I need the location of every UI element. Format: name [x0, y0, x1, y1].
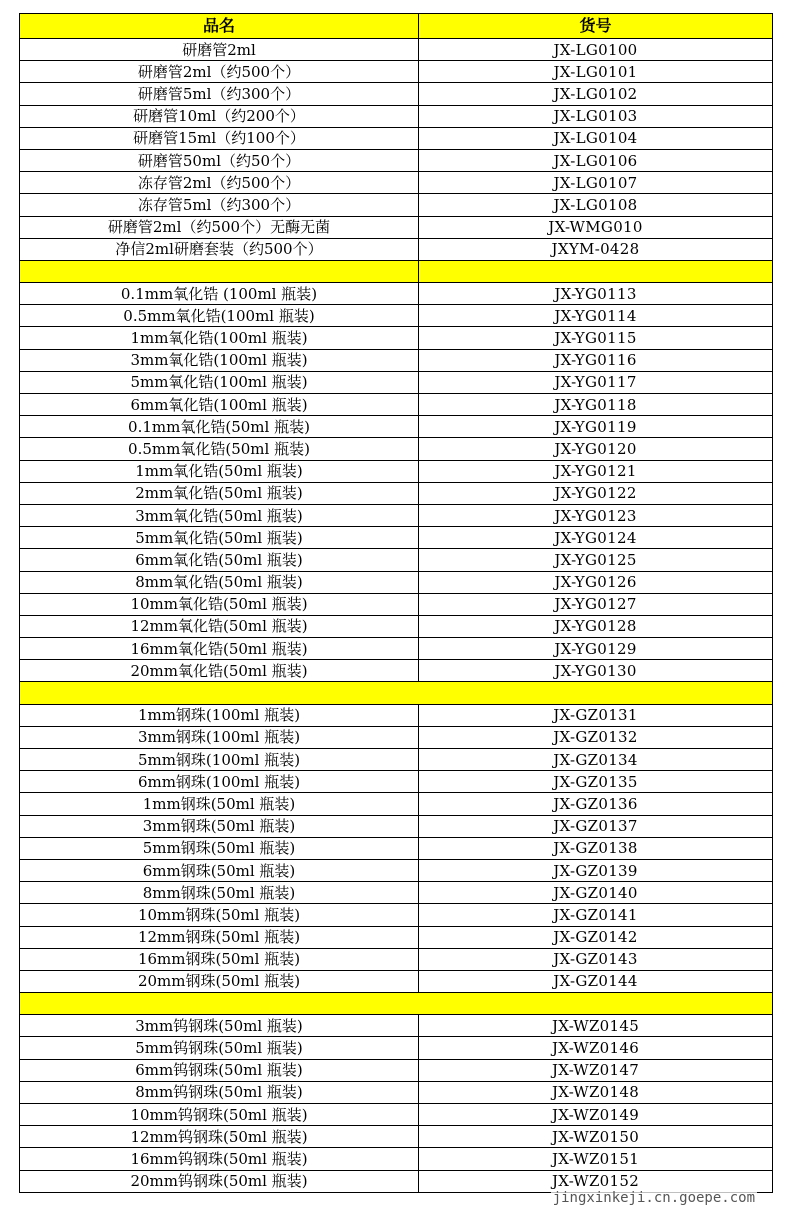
section-separator-row: [20, 260, 773, 282]
product-name-cell: 研磨管15ml（约100个）: [20, 127, 419, 149]
item-number-cell: JX-YG0117: [419, 371, 773, 393]
item-number-cell: JX-LG0108: [419, 194, 773, 216]
product-name-cell: 1mm氧化锆(100ml 瓶装): [20, 327, 419, 349]
product-name-cell: 16mm钨钢珠(50ml 瓶装): [20, 1148, 419, 1170]
product-name-cell: 冻存管5ml（约300个）: [20, 194, 419, 216]
table-row: [20, 460, 773, 482]
item-number-cell: JX-YG0115: [419, 327, 773, 349]
item-number-cell: JX-YG0113: [419, 283, 773, 305]
table-row: [20, 416, 773, 438]
table-row: [20, 238, 773, 260]
table-row: [20, 815, 773, 837]
table-row: [20, 105, 773, 127]
product-name-cell: 冻存管2ml（约500个）: [20, 172, 419, 194]
table-row: [20, 504, 773, 526]
product-name-cell: 0.5mm氧化锆(100ml 瓶装): [20, 305, 419, 327]
header-item-number: 货号: [419, 14, 773, 39]
table-row: [20, 39, 773, 61]
item-number-cell: JX-LG0103: [419, 105, 773, 127]
item-number-cell: JX-YG0121: [419, 460, 773, 482]
product-name-cell: 6mm钨钢珠(50ml 瓶装): [20, 1059, 419, 1081]
item-number-cell: JX-YG0126: [419, 571, 773, 593]
item-number-cell: JX-YG0125: [419, 549, 773, 571]
product-name-cell: 8mm氧化锆(50ml 瓶装): [20, 571, 419, 593]
item-number-cell: JX-GZ0143: [419, 948, 773, 970]
table-row: [20, 482, 773, 504]
item-number-cell: JX-GZ0139: [419, 859, 773, 881]
product-name-cell: 0.1mm氧化锆 (100ml 瓶装): [20, 283, 419, 305]
product-name-cell: 20mm钨钢珠(50ml 瓶装): [20, 1170, 419, 1192]
product-name-cell: 12mm钨钢珠(50ml 瓶装): [20, 1126, 419, 1148]
item-number-cell: JX-GZ0138: [419, 837, 773, 859]
item-number-cell: JX-YG0114: [419, 305, 773, 327]
item-number-cell: JX-LG0100: [419, 39, 773, 61]
separator-cell: [20, 682, 773, 704]
table-row: [20, 726, 773, 748]
table-row: [20, 1148, 773, 1170]
table-row: [20, 904, 773, 926]
item-number-cell: JX-GZ0132: [419, 726, 773, 748]
product-name-cell: 6mm氧化锆(100ml 瓶装): [20, 394, 419, 416]
item-number-cell: JX-WZ0146: [419, 1037, 773, 1059]
table-row: [20, 749, 773, 771]
item-number-cell: JX-WMG010: [419, 216, 773, 238]
product-name-cell: 20mm氧化锆(50ml 瓶装): [20, 660, 419, 682]
item-number-cell: JX-LG0102: [419, 83, 773, 105]
product-name-cell: 6mm氧化锆(50ml 瓶装): [20, 549, 419, 571]
product-name-cell: 研磨管10ml（约200个）: [20, 105, 419, 127]
item-number-cell: JX-YG0127: [419, 593, 773, 615]
separator-cell: [20, 260, 419, 282]
table-row: [20, 704, 773, 726]
item-number-cell: JX-YG0130: [419, 660, 773, 682]
product-name-cell: 12mm氧化锆(50ml 瓶装): [20, 615, 419, 637]
table-row: [20, 1059, 773, 1081]
item-number-cell: JX-YG0119: [419, 416, 773, 438]
table-row: [20, 660, 773, 682]
product-name-cell: 10mm钨钢珠(50ml 瓶装): [20, 1104, 419, 1126]
item-number-cell: JX-GZ0144: [419, 970, 773, 992]
item-number-cell: JX-GZ0141: [419, 904, 773, 926]
product-name-cell: 5mm钨钢珠(50ml 瓶装): [20, 1037, 419, 1059]
product-name-cell: 研磨管50ml（约50个）: [20, 149, 419, 171]
table-row: [20, 349, 773, 371]
item-number-cell: JX-WZ0150: [419, 1126, 773, 1148]
item-number-cell: JX-LG0101: [419, 61, 773, 83]
item-number-cell: JX-YG0123: [419, 504, 773, 526]
product-name-cell: 8mm钨钢珠(50ml 瓶装): [20, 1081, 419, 1103]
table-row: [20, 1037, 773, 1059]
table-row: [20, 837, 773, 859]
product-name-cell: 0.5mm氧化锆(50ml 瓶装): [20, 438, 419, 460]
item-number-cell: JXYM-0428: [419, 238, 773, 260]
product-name-cell: 1mm钢珠(50ml 瓶装): [20, 793, 419, 815]
product-name-cell: 研磨管2ml（约500个）无酶无菌: [20, 216, 419, 238]
table-row: [20, 1081, 773, 1103]
product-name-cell: 3mm钢珠(50ml 瓶装): [20, 815, 419, 837]
product-name-cell: 净信2ml研磨套装（约500个）: [20, 238, 419, 260]
item-number-cell: JX-LG0107: [419, 172, 773, 194]
product-name-cell: 10mm氧化锆(50ml 瓶装): [20, 593, 419, 615]
product-name-cell: 1mm氧化锆(50ml 瓶装): [20, 460, 419, 482]
item-number-cell: JX-GZ0135: [419, 771, 773, 793]
item-number-cell: JX-WZ0147: [419, 1059, 773, 1081]
product-name-cell: 6mm钢珠(50ml 瓶装): [20, 859, 419, 881]
table-row: [20, 172, 773, 194]
item-number-cell: JX-GZ0131: [419, 704, 773, 726]
table-row: [20, 283, 773, 305]
product-name-cell: 3mm钨钢珠(50ml 瓶装): [20, 1015, 419, 1037]
product-name-cell: 3mm氧化锆(50ml 瓶装): [20, 504, 419, 526]
table-row: [20, 593, 773, 615]
item-number-cell: JX-WZ0148: [419, 1081, 773, 1103]
table-row: [20, 305, 773, 327]
item-number-cell: JX-GZ0140: [419, 882, 773, 904]
item-number-cell: JX-GZ0142: [419, 926, 773, 948]
product-name-cell: 8mm钢珠(50ml 瓶装): [20, 882, 419, 904]
product-name-cell: 5mm钢珠(100ml 瓶装): [20, 749, 419, 771]
product-name-cell: 3mm钢珠(100ml 瓶装): [20, 726, 419, 748]
item-number-cell: JX-YG0116: [419, 349, 773, 371]
table-row: [20, 970, 773, 992]
product-name-cell: 5mm氧化锆(100ml 瓶装): [20, 371, 419, 393]
table-row: [20, 194, 773, 216]
item-number-cell: JX-YG0120: [419, 438, 773, 460]
section-separator-row: [20, 682, 773, 704]
item-number-cell: JX-LG0106: [419, 149, 773, 171]
table-row: [20, 793, 773, 815]
product-name-cell: 5mm钢珠(50ml 瓶装): [20, 837, 419, 859]
product-name-cell: 1mm钢珠(100ml 瓶装): [20, 704, 419, 726]
separator-cell: [419, 260, 773, 282]
table-row: [20, 371, 773, 393]
product-name-cell: 研磨管5ml（约300个）: [20, 83, 419, 105]
header-product-name: 品名: [20, 14, 419, 39]
item-number-cell: JX-WZ0152: [419, 1170, 773, 1192]
header-row: [20, 14, 773, 39]
product-name-cell: 12mm钢珠(50ml 瓶装): [20, 926, 419, 948]
table-row: [20, 571, 773, 593]
item-number-cell: JX-YG0129: [419, 638, 773, 660]
table-row: [20, 216, 773, 238]
table-row: [20, 549, 773, 571]
product-name-cell: 研磨管2ml: [20, 39, 419, 61]
item-number-cell: JX-WZ0151: [419, 1148, 773, 1170]
item-number-cell: JX-GZ0136: [419, 793, 773, 815]
product-name-cell: 20mm钢珠(50ml 瓶装): [20, 970, 419, 992]
item-number-cell: JX-YG0118: [419, 394, 773, 416]
table-row: [20, 1170, 773, 1192]
item-number-cell: JX-GZ0137: [419, 815, 773, 837]
watermark-text: jingxinkeji.cn.goepe.com: [552, 1190, 755, 1206]
item-number-cell: JX-WZ0145: [419, 1015, 773, 1037]
item-number-cell: JX-LG0104: [419, 127, 773, 149]
table-body: [20, 39, 773, 1193]
table-row: [20, 638, 773, 660]
separator-cell: [20, 993, 773, 1015]
table-row: [20, 83, 773, 105]
table-row: [20, 926, 773, 948]
product-table: [19, 13, 773, 1193]
table-row: [20, 1104, 773, 1126]
item-number-cell: JX-GZ0134: [419, 749, 773, 771]
table-row: [20, 1126, 773, 1148]
product-name-cell: 16mm钢珠(50ml 瓶装): [20, 948, 419, 970]
table-row: [20, 327, 773, 349]
table-row: [20, 438, 773, 460]
product-name-cell: 5mm氧化锆(50ml 瓶装): [20, 527, 419, 549]
table-row: [20, 948, 773, 970]
table-row: [20, 859, 773, 881]
product-name-cell: 16mm氧化锆(50ml 瓶装): [20, 638, 419, 660]
product-name-cell: 2mm氧化锆(50ml 瓶装): [20, 482, 419, 504]
product-name-cell: 10mm钢珠(50ml 瓶装): [20, 904, 419, 926]
product-name-cell: 3mm氧化锆(100ml 瓶装): [20, 349, 419, 371]
item-number-cell: JX-YG0128: [419, 615, 773, 637]
table-row: [20, 1015, 773, 1037]
product-name-cell: 研磨管2ml（约500个）: [20, 61, 419, 83]
table-row: [20, 149, 773, 171]
table-row: [20, 394, 773, 416]
item-number-cell: JX-YG0124: [419, 527, 773, 549]
item-number-cell: JX-WZ0149: [419, 1104, 773, 1126]
product-name-cell: 6mm钢珠(100ml 瓶装): [20, 771, 419, 793]
item-number-cell: JX-YG0122: [419, 482, 773, 504]
table-row: [20, 771, 773, 793]
product-name-cell: 0.1mm氧化锆(50ml 瓶装): [20, 416, 419, 438]
section-separator-row: [20, 993, 773, 1015]
table-row: [20, 882, 773, 904]
table-row: [20, 615, 773, 637]
table-row: [20, 61, 773, 83]
table-row: [20, 527, 773, 549]
table-row: [20, 127, 773, 149]
